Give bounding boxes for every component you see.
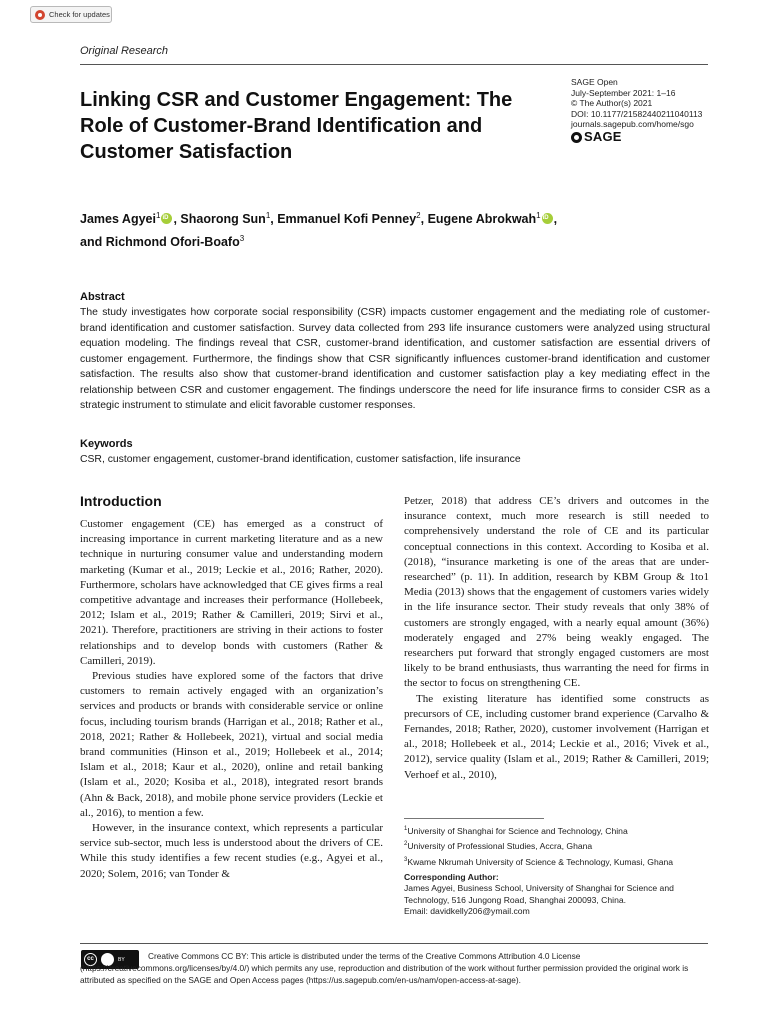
body-paragraph: Petzer, 2018) that address CE’s drivers and outcomes in the insurance context, much more research is still needed to comprehensively understand the role of CE and its particular conceptual connections in this context. According to Kosiba et al. (2018), “insurance marketing is one of the areas that are under-researched” (p. 11). In addition, research by KBM Group & 1to1 Media (2013) shows that the engagement of customers varies widely in the life insurance sector. Their study reveals that only 38% of customers are strongly engaged, with a nearly equal amount (36%) moderately engaged and 27% being weakly engaged. The researchers put forward that strongly engaged customers are most likely to be brand enthusiasts, thus warranting the need for firms in the sector to focus on strengthening CE. — [404, 495, 709, 690]
corresponding-author-email[interactable]: Email: davidkelly206@ymail.com — [404, 906, 530, 917]
journal-name: SAGE Open — [571, 77, 618, 87]
abstract-heading: Abstract — [80, 291, 125, 303]
license-statement: Creative Commons CC BY: This article is distributed under the terms of the Creative Commons Attribution 4.0 License (https://creativecommons.org/licenses/by/4.0/) which permits any use, reproduction and distribution of the work without further permission provided the original work is attributed as specified on the SAGE and Open Access pages (https://us.sagepub.com/en-us/nam/open-access-at-sage). — [80, 951, 689, 986]
sage-logo-word: SAGE — [584, 128, 622, 144]
author-name[interactable]: Emmanuel Kofi Penney — [277, 212, 417, 227]
author-affiliation-marker: 1 — [536, 211, 541, 220]
footer-divider — [80, 943, 708, 944]
author-name[interactable]: and Richmond Ofori-Boafo — [80, 235, 240, 250]
article-type: Original Research — [80, 45, 169, 57]
introduction-heading: Introduction — [80, 493, 162, 509]
cc-icon: cc — [84, 953, 97, 966]
author-affiliation-marker: 3 — [239, 234, 245, 244]
crossmark-icon — [35, 10, 45, 20]
license-text — [80, 950, 690, 987]
check-for-updates-label: Check for updates — [49, 10, 110, 19]
journal-url[interactable]: journals.sagepub.com/home/sgo — [571, 119, 694, 129]
author-affiliation-marker: 1 — [155, 211, 161, 220]
author-name[interactable]: Shaorong Sun — [180, 212, 266, 227]
journal-doi[interactable]: DOI: 10.1177/21582440211040113 — [571, 108, 703, 119]
body-paragraph: Customer engagement (CE) has emerged as a construct of increasing importance in current marketing literature and as a new technique in nurturing consumer value and understanding modern marketing (Kumar et al., 2019; Leckie et al., 2016; Rather, 2020). Furthermore, scholars have acknowledged that CE gives firms a real competitive advantage and increases their performance (Hollebeek, 2012; Islam et al., 2019; Rather & Camilleri, 2019; Sirvi et al., 2021). Therefore, practitioners are striving in their actions to foster relationships and to develop bonds with customers (Rather & Camilleri, 2019). — [80, 518, 383, 667]
cc-by-label: BY — [118, 956, 125, 963]
affiliation-item: $^1$University of Shanghai for Science and Technology, China — [404, 825, 628, 836]
journal-info — [571, 77, 731, 143]
sage-logo-icon — [571, 132, 582, 143]
paper-title: Linking CSR and Customer Engagement: The Role of Customer-Brand Identification and Customer Satisfaction — [80, 89, 513, 163]
keywords-heading: Keywords — [80, 438, 133, 450]
corresponding-author — [404, 872, 714, 918]
body-paragraph: However, in the insurance context, which represents a particular service sub-sector, much less is understood about the drivers of CE. While this study identifies a few recent studies (e.g., Agyei et al., 2020; Solem, 2016; van Tonder & — [80, 822, 383, 880]
orcid-icon[interactable] — [542, 213, 553, 224]
affiliation-divider — [404, 818, 544, 819]
author-name[interactable]: James Agyei — [80, 212, 156, 227]
affiliations — [404, 823, 714, 869]
author-affiliation-marker: 2 — [416, 211, 421, 220]
body-paragraph: The existing literature has identified some constructs as precursors of CE, including customer brand experience (Carvalho & Fernandes, 2018; Rather, 2020), customer involvement (Harrigan et al., 2018; Hollebeek et al., 2014; Leckie et al., 2016; Vivek et al., 2012), service quality (Islam et al., 2019; Rather & Camilleri, 2019; Verhoef et al., 2010), — [404, 692, 709, 781]
author-name[interactable]: Eugene Abrokwah — [427, 212, 537, 227]
body-column-left — [80, 517, 383, 882]
journal-copyright: © The Author(s) 2021 — [571, 98, 653, 108]
header-divider — [80, 64, 708, 65]
affiliation-item: $^3$Kwame Nkrumah University of Science & Technology, Kumasi, Ghana — [404, 856, 674, 867]
body-paragraph: Previous studies have explored some of the factors that drive customers to remain actively engaged with an organization’s services and products or brands with considerable service or online focus, including tourism brands (Harrigan et al., 2018; Rather et al., 2018, 2021; Rather & Hollebeek, 2021), virtual and social media brand communities (Hinson et al., 2019; Hollebeek et al., 2014; Islam et al., 2018; Kaur et al., 2020), online and retail banking (Islam et al., 2020; Kosiba et al., 2018), integrated resort brands (Ahn & Back, 2018), and mobile phone service providers (Leckie et al., 2016), to mention a few. — [80, 670, 383, 819]
corresponding-author-address: James Agyei, Business School, University of Shanghai for Science and Technology, 516 Jungong Road, Shanghai 200093, China. — [404, 883, 674, 905]
check-for-updates-badge[interactable] — [30, 6, 112, 23]
affiliation-item: $^2$University of Professional Studies, Accra, Ghana — [404, 841, 593, 852]
corresponding-author-heading: Corresponding Author: — [404, 872, 499, 882]
orcid-icon[interactable] — [161, 213, 172, 224]
sage-logo — [571, 128, 731, 144]
journal-issue: July-September 2021: 1–16 — [571, 87, 676, 98]
author-list: James Agyei$^1$iD , Shaorong Sun$^1$, Emmanuel Kofi Penney$^2$, Eugene Abrokwah$^1$iD , and Richmond Ofori-Boafo$^3$ — [80, 206, 680, 252]
keywords-text: CSR, customer engagement, customer-brand identification, customer satisfaction, life insurance — [80, 454, 521, 465]
body-column-right — [404, 494, 709, 783]
abstract-text: The study investigates how corporate social responsibility (CSR) impacts customer engagement and the mediating role of customer-brand identification and customer satisfaction. Survey data collected from 293 life insurance customers were analyzed using structural equation modeling. The findings reveal that CSR, customer-brand identification, and customer satisfaction are essential drivers of customer engagement. Furthermore, the findings show that CSR significantly influences customer-brand identification and customer satisfaction. The results also show that customer-brand identification and customer satisfaction play a key mediating effect in the relationship between CSR and customer engagement. The findings underscore the need for life insurance firms to consider CSR as a strategic instrument to stimulate and elicit favorable customer responses. — [80, 307, 710, 411]
author-affiliation-marker: 1 — [265, 211, 271, 220]
